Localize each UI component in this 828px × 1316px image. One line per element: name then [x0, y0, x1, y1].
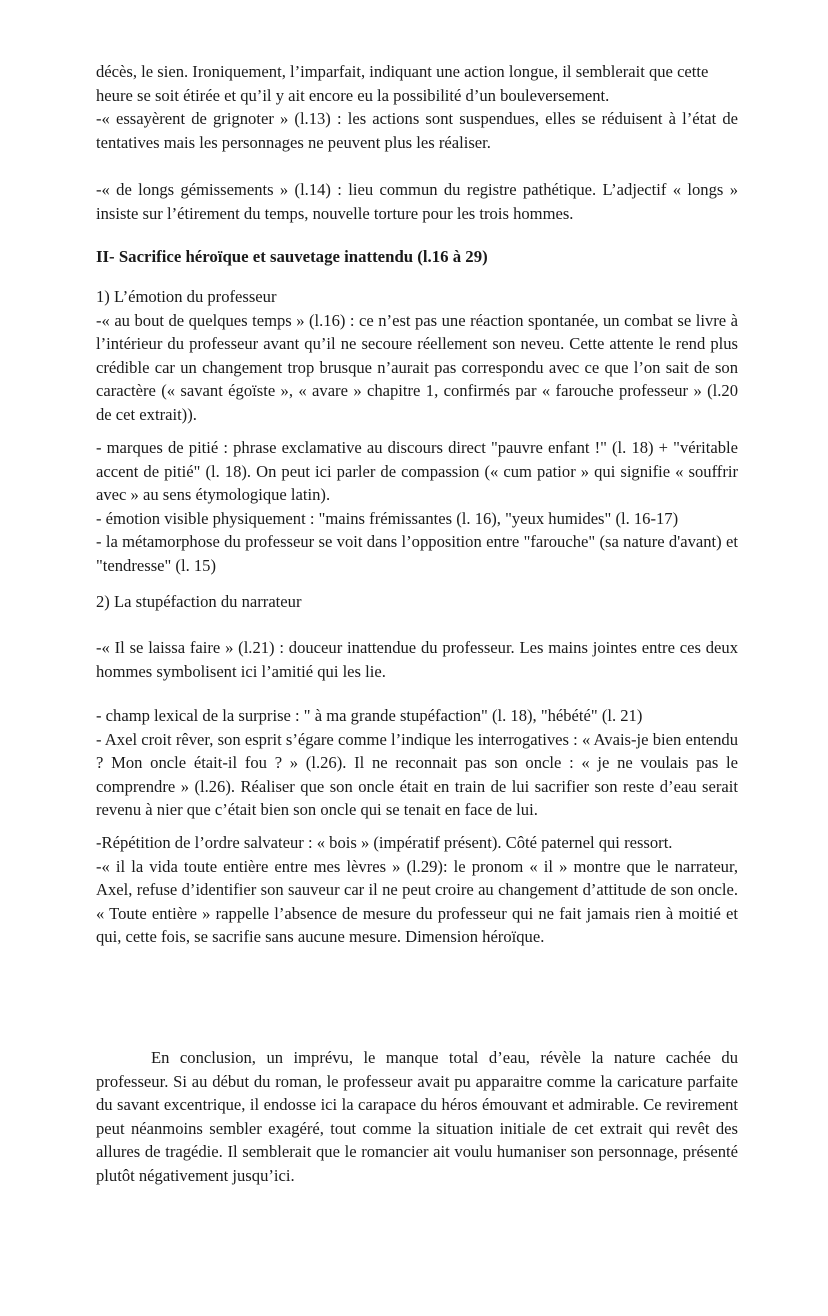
subsection-2-paragraph-1: -« Il se laissa faire » (l.21) : douceur inattendue du professeur. Les mains jointes entre ces deux hommes symbolisent ici l’amitié qui les lie.	[96, 638, 738, 681]
subsection-1-paragraph-3: - émotion visible physiquement : "mains frémissantes (l. 16), "yeux humides" (l. 16-17)	[96, 508, 679, 528]
intro-paragraph-3-block	[96, 178, 738, 225]
section-2-title: II- Sacrifice héroïque et sauvetage inattendu (l.16 à 29)	[96, 247, 488, 266]
subsection-1-paragraph-2: - marques de pitié : phrase exclamative au discours direct "pauvre enfant !" (l. 18) + "véritable accent de pitié" (l. 18). On peut ici parler de compassion (« cum patior » qui signifie « souffrir avec » au sens étymologique latin).	[96, 438, 738, 505]
subsection-2-paragraph-3: - Axel croit rêver, son esprit s’égare comme l’indique les interrogatives : « Avais-je bien entendu ? Mon oncle était-il fou ? » (l.26). Il ne reconnait pas son oncle : « je ne voulais pas le comprendre » (l.26). Réaliser que son oncle était en train de lui sacrifier son reste d’eau serait revenu à nier que c’était bien son oncle qui se tenait en face de lui.	[96, 729, 738, 820]
subsection-2-list-block	[96, 704, 738, 822]
subsection-1-list-block	[96, 436, 738, 578]
subsection-1-title: 1) L’émotion du professeur	[96, 287, 277, 306]
intro-paragraph-3: -« de longs gémissements » (l.14) : lieu commun du registre pathétique. L’adjectif « longs » insiste sur l’étirement du temps, nouvelle torture pour les trois hommes.	[96, 180, 738, 223]
subsection-1-paragraph-4: - la métamorphose du professeur se voit dans l’opposition entre "farouche" (sa nature d'avant) et "tendresse" (l. 15)	[96, 532, 738, 575]
intro-paragraph-1: décès, le sien. Ironiquement, l’imparfait, indiquant une action longue, il semblerait que cette heure se soit étirée et qu’il y ait encore eu la possibilité d’un bouleversement.	[96, 62, 709, 105]
subsection-1-block	[96, 285, 738, 427]
subsection-2-paragraph-2: - champ lexical de la surprise : " à ma grande stupéfaction" (l. 18), "hébété" (l. 21)	[96, 706, 643, 725]
subsection-1-paragraph-1: -« au bout de quelques temps » (l.16) : ce n’est pas une réaction spontanée, un combat se livre à l’intérieur du professeur avant qu’il ne secoure réellement son neveu. Cette attente le rend plus crédible car un changement trop brusque n’aurait pas correspondu avec ce que l’on sait de son caractère (« savant égoïste », « avare » chapitre 1, confirmés par « farouche professeur » (l.20 de cet extrait)).	[96, 310, 738, 424]
subsection-2-title: 2) La stupéfaction du narrateur	[96, 592, 302, 611]
intro-block	[96, 60, 738, 154]
intro-paragraph-2: -« essayèrent de grignoter » (l.13) : les actions sont suspendues, elles se réduisent à l’état de tentatives mais les personnages ne peuvent plus les réaliser.	[96, 109, 738, 152]
subsection-2-paragraph-5: -« il la vida toute entière entre mes lèvres » (l.29): le pronom « il » montre que le narrateur, Axel, refuse d’identifier son sauveur car il ne peut croire au changement d’attitude de son oncle. « Toute entière » rappelle l’absence de mesure du professeur qui ne fait jamais rien à moitié et qui, cette fois, se sacrifie sans aucune mesure. Dimension héroïque.	[96, 856, 738, 947]
conclusion-paragraph: En conclusion, un imprévu, le manque total d’eau, révèle la nature cachée du professeur. Si au début du roman, le professeur avait pu apparaitre comme la caricature parfaite du savant excentrique, il endosse ici la carapace du héros émouvant et admirable. Ce revirement peut néanmoins sembler exagéré, tout comme la situation initiale de cet extrait qui revêt des allures de tragédie. Il semblerait que le romancier ait voulu humaniser son personnage, présenté plutôt négativement jusqu’ici.	[96, 1048, 738, 1185]
subsection-2-paragraph-4: -Répétition de l’ordre salvateur : « bois » (impératif présent). Côté paternel qui ressort.	[96, 833, 673, 852]
subsection-2-final-block	[96, 831, 738, 949]
